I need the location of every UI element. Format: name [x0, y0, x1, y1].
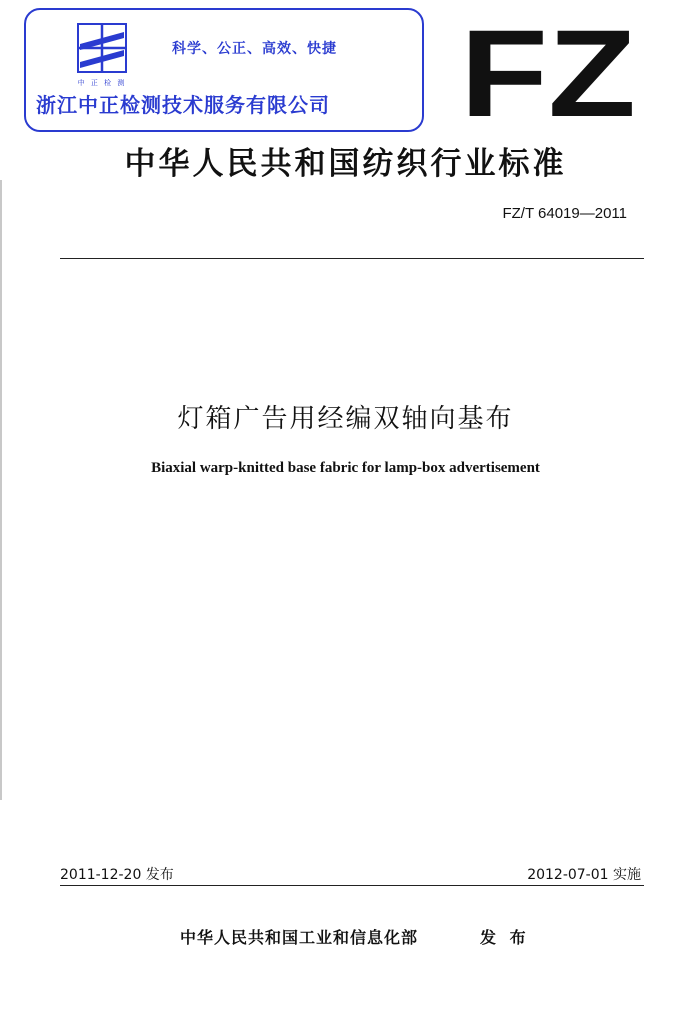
stamp-slogan: 科学、公正、高效、快捷	[172, 41, 337, 57]
standard-code: FZ/T 64019—2011	[502, 205, 627, 222]
header-rule	[60, 258, 644, 259]
stamp-company-name: 浙江中正检测技术服务有限公司	[36, 93, 330, 117]
testing-logo-icon	[66, 18, 138, 82]
fz-logo-mark	[458, 18, 638, 128]
footer-rule	[60, 885, 644, 886]
company-stamp	[24, 8, 424, 132]
scan-edge-shadow	[0, 180, 2, 800]
standard-title-english: Biaxial warp-knitted base fabric for lamp-box advertisement	[151, 460, 540, 476]
fz-mark-text: FZ	[460, 18, 636, 128]
issue-date: 2011-12-20 发布	[60, 867, 174, 883]
standard-title-chinese: 灯箱广告用经编双轴向基布	[177, 404, 514, 434]
issue-label: 发 布	[480, 928, 530, 947]
organization-title: 中华人民共和国纺织行业标准	[124, 146, 567, 182]
stamp-logo-text: 中 正 检 测	[77, 79, 127, 87]
implementation-date: 2012-07-01 实施	[527, 867, 641, 883]
issuing-authority: 中华人民共和国工业和信息化部	[180, 928, 419, 947]
